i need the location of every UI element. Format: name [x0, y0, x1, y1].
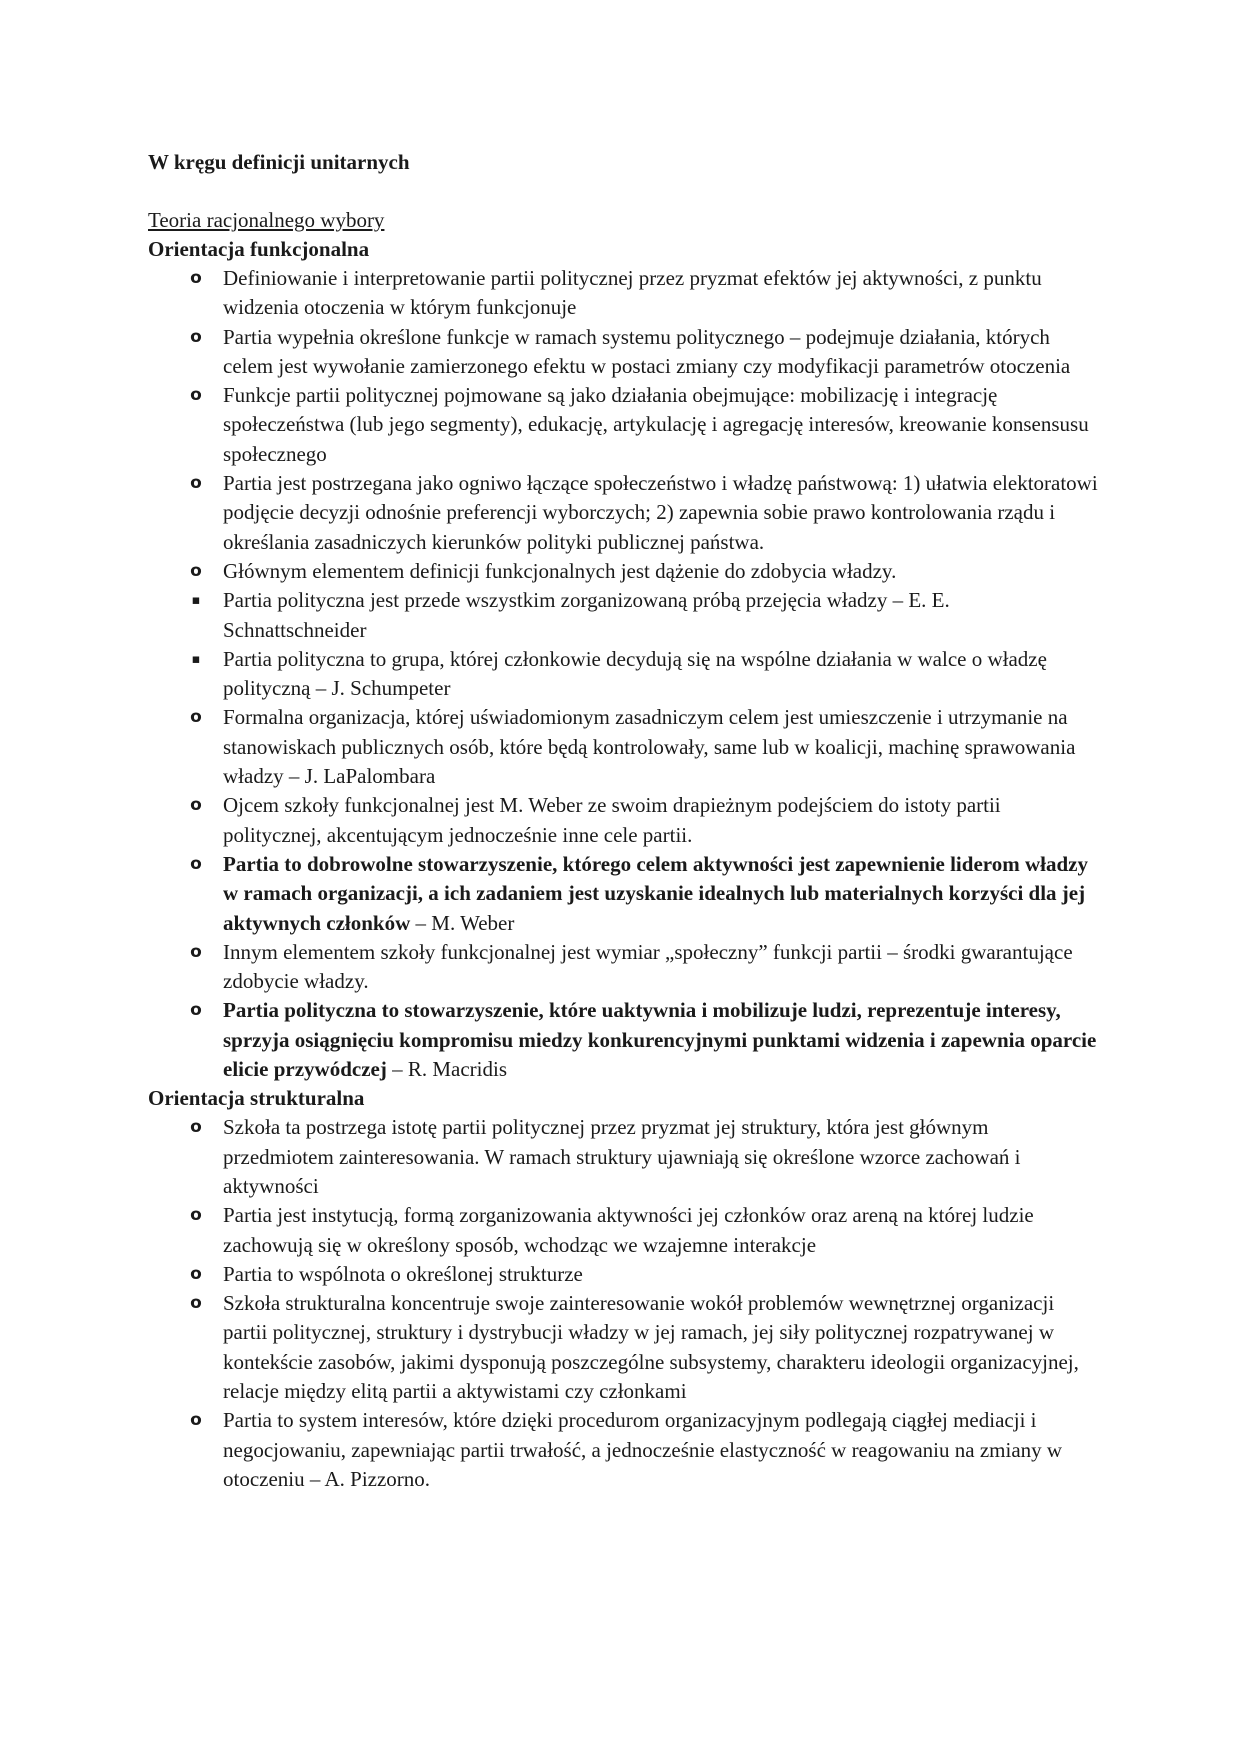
item-text: Partia to system interesów, które dzięki procedurom organizacyjnym podlegają ciągłej mediacji i negocjowaniu, zapewniając partii trwałość, a jednocześnie elastyczność w reagowaniu na zmiany w otoczeniu – A. Pizzorno.: [223, 1408, 1063, 1491]
item-text: Głównym elementem definicji funkcjonalnych jest dążenie do zdobycia władzy.: [223, 558, 897, 583]
circle-bullet-icon: o: [190, 1117, 202, 1138]
item-text: Partia wypełnia określone funkcje w ramach systemu politycznego – podejmuje działania, których celem jest wywołanie zamierzonego efektu w postaci zmiany czy modyfikacji parametrów otoczenia: [223, 324, 1071, 378]
circle-bullet-icon: o: [190, 1293, 202, 1314]
circle-bullet-icon: o: [190, 941, 202, 962]
list-item: [148, 381, 1098, 469]
section-heading: Orientacja funkcjonalna: [148, 237, 370, 261]
document-title: W kręgu definicji unitarnych: [148, 150, 410, 174]
document-body: [148, 148, 1098, 1494]
list-item: [148, 264, 1098, 323]
list-item: [148, 791, 1098, 850]
square-bullet-icon: ▪: [191, 651, 201, 667]
item-text: Partia jest instytucją, formą zorganizowania aktywności jej członków oraz areną na której ludzie zachowują się w określony sposób, wchodząc we wzajemne interakcje: [223, 1203, 1034, 1257]
circle-bullet-icon: o: [190, 853, 202, 874]
square-bullet-icon: ▪: [191, 593, 201, 609]
list-item: [148, 1201, 1098, 1260]
item-text: – M. Weber: [415, 910, 515, 935]
item-text: Partia polityczna jest przede wszystkim zorganizowaną próbą przejęcia władzy – E. E. Schnattschneider: [223, 588, 950, 642]
list-item: [148, 645, 1098, 704]
item-text: Partia to wspólnota o określonej strukturze: [223, 1261, 583, 1286]
sections-container: [148, 235, 1098, 1494]
item-text: – R. Macridis: [386, 1057, 507, 1082]
list-item: [148, 938, 1098, 997]
section-heading: Orientacja strukturalna: [148, 1086, 365, 1111]
circle-bullet-icon: o: [190, 473, 202, 494]
list-item: [148, 1260, 1098, 1289]
list-item: [148, 323, 1098, 382]
list-item: [148, 703, 1098, 791]
item-text: Partia polityczna to grupa, której członkowie decydują się na wspólne działania w walce o władzę polityczną – J. Schumpeter: [223, 646, 1047, 701]
bold-definition-text: Partia polityczna to stowarzyszenie, które uaktywnia i mobilizuje ludzi, reprezentuje interesy, sprzyja osiągnięciu kompromisu miedzy konkurencyjnymi punktami widzenia i zapewnia oparcie elicie przywódczej: [223, 998, 1097, 1082]
subheading: Teoria racjonalnego wybory: [148, 208, 385, 232]
bullet-list: [148, 264, 1098, 1084]
item-text: Funkcje partii politycznej pojmowane są jako działania obejmujące: mobilizację i integrację społeczeństwa (lub jego segmenty), edukację, artykulację i agregację interesów, kreowanie konsensusu społecznego: [223, 383, 1089, 466]
circle-bullet-icon: o: [190, 1263, 202, 1284]
item-text: Partia jest postrzegana jako ogniwo łączące społeczeństwo i władzę państwową: 1) ułatwia elektoratowi podjęcie decyzji odnośnie preferencji wyborczych; 2) zapewnia sobie prawo kontrolowania rządu i określania zasadniczych kierunków polityki publicznej państwa.: [223, 471, 1098, 554]
list-item: [148, 850, 1098, 938]
bold-definition-text: Partia to dobrowolne stowarzyszenie, którego celem aktywności jest zapewnienie liderom władzy w ramach organizacji, a ich zadaniem jest uzyskanie idealnych lub materialnych korzyści dla jej aktywnych członków: [223, 851, 1088, 935]
item-text: Szkoła strukturalna koncentruje swoje zainteresowanie wokół problemów wewnętrznej organizacji partii politycznej, struktury i dystrybucji władzy w jej ramach, jej siły politycznej rozpatrywanej w kontekście zasobów, jakimi dysponują poszczególne subsystemy, charakteru ideologii organizacyjnej, relacje między elitą partii a aktywistami czy członkami: [223, 1291, 1079, 1403]
list-item: [148, 996, 1098, 1084]
bullet-list: [148, 1113, 1098, 1494]
circle-bullet-icon: o: [190, 707, 202, 728]
list-item: [148, 1113, 1098, 1201]
item-text: Definiowanie i interpretowanie partii politycznej przez pryzmat efektów jej aktywności, z punktu widzenia otoczenia w którym funkcjonuje: [223, 266, 1042, 320]
item-text: Ojcem szkoły funkcjonalnej jest M. Weber ze swoim drapieżnym podejściem do istoty partii politycznej, akcentującym jednocześnie inne cele partii.: [223, 793, 1001, 847]
list-item: [148, 469, 1098, 557]
list-item: [148, 1406, 1098, 1494]
circle-bullet-icon: o: [190, 1205, 202, 1226]
circle-bullet-icon: o: [190, 560, 202, 581]
circle-bullet-icon: o: [190, 1000, 202, 1021]
circle-bullet-icon: o: [190, 385, 202, 406]
item-text: Szkoła ta postrzega istotę partii politycznej przez pryzmat jej struktury, która jest głównym przedmiotem zainteresowania. W ramach struktury ujawniają się określone wzorce zachowań i aktywności: [223, 1115, 1021, 1198]
circle-bullet-icon: o: [190, 326, 202, 347]
list-item: [148, 586, 1098, 645]
item-text: Innym elementem szkoły funkcjonalnej jest wymiar „społeczny” funkcji partii – środki gwarantujące zdobycie władzy.: [223, 939, 1073, 994]
circle-bullet-icon: o: [190, 1410, 202, 1431]
circle-bullet-icon: o: [190, 268, 202, 288]
circle-bullet-icon: o: [190, 795, 202, 816]
list-item: [148, 557, 1098, 586]
item-text: Formalna organizacja, której uświadomionym zasadniczym celem jest umieszczenie i utrzymanie na stanowiskach publicznych osób, które będą kontrolowały, same lub w koalicji, machinę sprawowania władzy – J. LaPalombara: [223, 705, 1076, 789]
list-item: [148, 1289, 1098, 1406]
